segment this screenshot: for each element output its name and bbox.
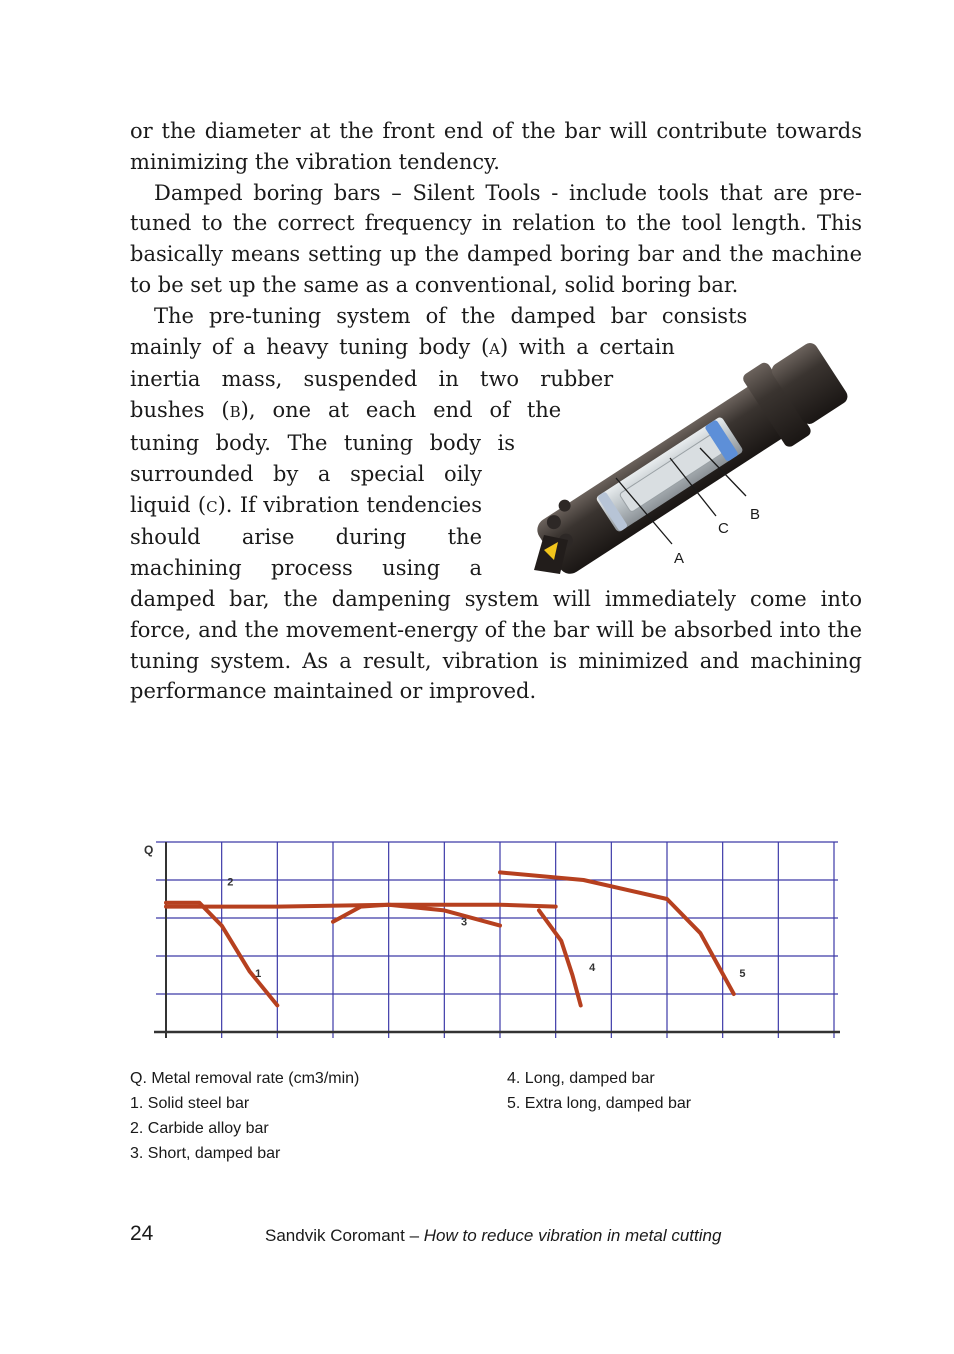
curve-label-2: 2 bbox=[227, 876, 234, 889]
damped-boring-bar-illustration bbox=[520, 330, 860, 590]
legend-left bbox=[130, 1066, 359, 1166]
p3-part-a: The pre-tuning system of the damped bar consists mainly of a heavy tuning body ( bbox=[130, 303, 748, 359]
page-number: 24 bbox=[130, 1222, 154, 1245]
paragraph-2: Damped boring bars – Silent Tools - include tools that are pre-tuned to the correct frequency in relation to the tool length. This basically means setting up the damped boring bar and the machine to be set up the same as a conventional, solid boring bar. bbox=[130, 180, 862, 297]
legend-right bbox=[507, 1066, 691, 1116]
curve-label-5: 5 bbox=[739, 967, 746, 980]
running-footer bbox=[265, 1226, 721, 1246]
figure-label-a: A bbox=[674, 550, 685, 567]
legend-3: 3. Short, damped bar bbox=[130, 1145, 281, 1162]
footer-publisher: Sandvik Coromant – bbox=[265, 1226, 424, 1245]
metal-removal-chart bbox=[140, 832, 845, 1052]
series-line-4 bbox=[539, 910, 581, 1005]
legend-q: Q. Metal removal rate (cm3/min) bbox=[130, 1070, 360, 1087]
series-line-5 bbox=[500, 872, 734, 994]
curve-label-1: 1 bbox=[255, 967, 262, 980]
p3-letter-a: A bbox=[489, 339, 501, 358]
p3-letter-c: C bbox=[206, 497, 218, 516]
p3-part-d: ). If vibration tendencies should arise during the machining process using a damped bar, the dampening system will immediately come into force, and the movement-energy of the bar will be absorbed into the tuning system. As a result, vibration is minimized and machining performance maintained or improved. bbox=[130, 492, 862, 704]
legend-5: 5. Extra long, damped bar bbox=[507, 1095, 692, 1112]
figure-label-b: B bbox=[750, 506, 761, 523]
p3-part-c: ), one at each end of the tuning body. The tuning body is surrounded by a special oily liquid ( bbox=[130, 398, 562, 517]
curve-label-4: 4 bbox=[589, 962, 596, 975]
curve-label-3: 3 bbox=[461, 916, 468, 929]
paragraph-1: or the diameter at the front end of the bar will contribute towards minimizing the vibration tendency. bbox=[130, 119, 862, 174]
p3-part-b: ) with a certain inertia mass, suspended in two rubber bushes ( bbox=[130, 334, 675, 423]
series-line-3 bbox=[333, 905, 500, 926]
y-axis-label: Q bbox=[144, 843, 154, 857]
figure-label-c: C bbox=[718, 520, 729, 537]
legend-2: 2. Carbide alloy bar bbox=[130, 1120, 269, 1137]
legend-1: 1. Solid steel bar bbox=[130, 1095, 250, 1112]
footer-title: How to reduce vibration in metal cutting bbox=[423, 1226, 722, 1245]
bar-body bbox=[526, 333, 855, 588]
legend-4: 4. Long, damped bar bbox=[507, 1070, 655, 1087]
p3-letter-b: B bbox=[229, 403, 241, 422]
